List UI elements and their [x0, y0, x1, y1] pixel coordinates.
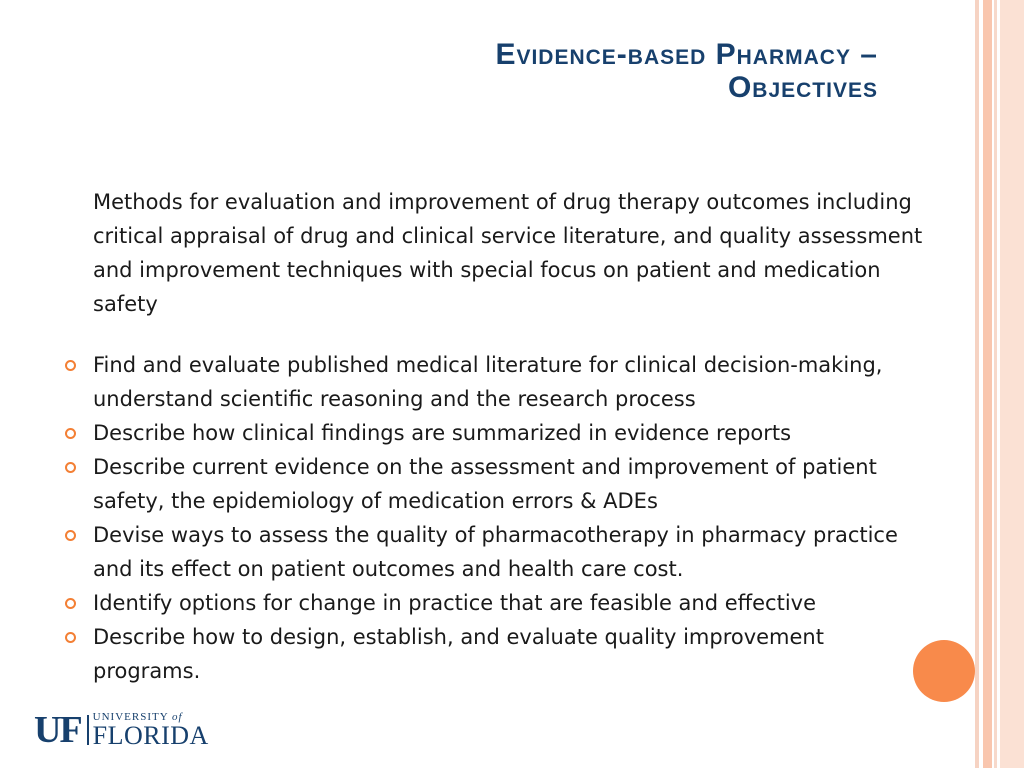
list-item-text: Describe current evidence on the assessment and improvement of patient safety, the epidemiology of medication errors & ADEs [93, 455, 877, 513]
university-logo [34, 709, 209, 751]
list-item-text: Find and evaluate published medical literature for clinical decision-making, understand scientific reasoning and the research process [93, 353, 883, 411]
list-item-text: Identify options for change in practice that are feasible and effective [93, 591, 817, 615]
hollow-circle-bullet-icon [65, 462, 76, 473]
hollow-circle-bullet-icon [65, 598, 76, 609]
intro-paragraph: Methods for evaluation and improvement of drug therapy outcomes including critical appraisal of drug and clinical service literature, and quality assessment and improvement techniques with special focus on patient and medication safety [93, 190, 923, 316]
logo-florida: FLORIDA [92, 720, 209, 750]
decorative-stripe [994, 0, 997, 768]
list-item-text: Describe how clinical findings are summarized in evidence reports [93, 421, 792, 445]
list-item [60, 518, 910, 586]
logo-university: UNIVERSITY [92, 710, 169, 723]
list-item [60, 416, 910, 450]
slide-title [318, 38, 878, 104]
hollow-circle-bullet-icon [65, 360, 76, 371]
decorative-stripe [983, 0, 992, 768]
logo-mark: UF [34, 709, 81, 751]
logo-divider [87, 715, 89, 745]
list-item [60, 348, 910, 416]
list-item [60, 450, 910, 518]
slide-title-line-2: Objectives [727, 71, 878, 104]
logo-wordmark [93, 712, 209, 749]
list-item-text: Devise ways to assess the quality of pharmacotherapy in pharmacy practice and its effect on patient outcomes and health care cost. [93, 523, 898, 581]
list-item [60, 620, 910, 688]
decorative-stripe [1000, 0, 1024, 768]
objectives-list [60, 348, 910, 688]
hollow-circle-bullet-icon [65, 530, 76, 541]
logo-of: of [172, 710, 183, 723]
decorative-stripe [975, 0, 979, 768]
decorative-circle [913, 640, 975, 702]
hollow-circle-bullet-icon [65, 428, 76, 439]
hollow-circle-bullet-icon [65, 632, 76, 643]
list-item [60, 586, 910, 620]
slide-title-line-1: Evidence-based Pharmacy – [495, 38, 878, 71]
list-item-text: Describe how to design, establish, and evaluate quality improvement programs. [93, 625, 824, 683]
